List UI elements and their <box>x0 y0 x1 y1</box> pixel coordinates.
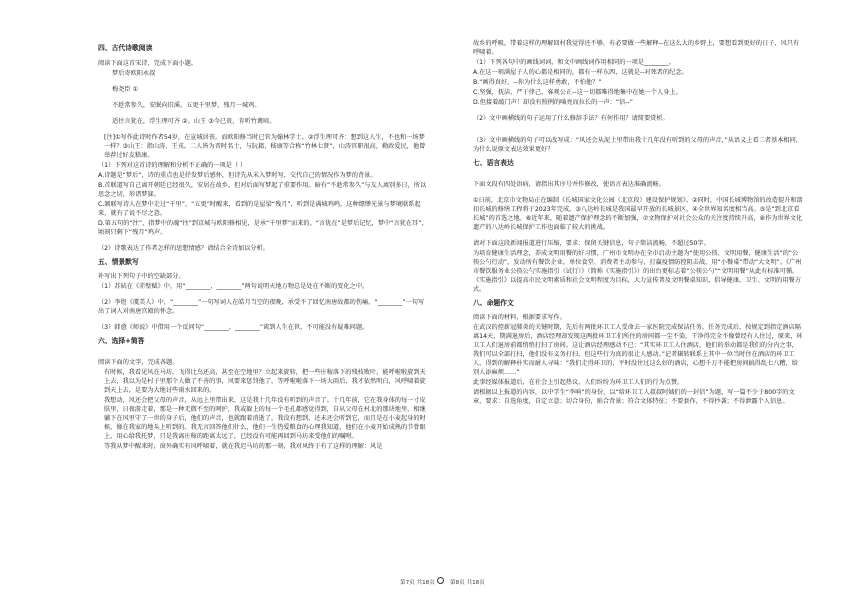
poem-notes: [注]①写作此诗时作者54岁，在宣城居丧。而欧阳修当时已官为翰林学士。②浮生理可齐：想到这人生，不也和一场梦一样？③山王：指山涛、王戎。二人皆为晋时名士，与阮籍、嵇康等合称“竹林七贤”，山涛官职很高，勤政爱民，他曾举荐过好友嵇康。 <box>104 133 426 159</box>
reading-question-3: （3）文中画横线的句子可以改写成：“风还会从泥土里带出我十几年没有听到的父母的声音，”从语义上看二者基本相同，为什么说原文表达效果更好？ <box>473 136 802 153</box>
reading-option-a: A.在这一刻满屋子人的心都是相同的，都有一样东西，这就是--对死者的纪念。 <box>473 68 688 76</box>
question-1: （1）下列对这首诗的理解和分析不正确的一项是（ ） <box>98 161 247 169</box>
poem-author: 梅尧臣 ① <box>112 85 139 93</box>
poem-title: 梦后寄欧阳永叔 <box>112 69 156 77</box>
left-column <box>98 40 428 453</box>
poem-note-mark: ① <box>132 85 139 93</box>
page-number-right: 第8页 共18页 <box>450 580 485 586</box>
essay-instruction: 阅读下面的材料，根据要求写作。 <box>473 314 566 322</box>
section-6-title: 六、选择+简答 <box>98 337 145 346</box>
option-a: A.诗题是“梦后”，诗的重点也是抒发梦后感怀，但诗先从未入梦时写，交代自己的情况作为梦的背景。 <box>98 171 377 179</box>
poem-line-2: 适往言犹在，浮生理可齐 ②。山王 ③今已贵，肯听竹禽啼。 <box>112 117 276 125</box>
poem-line-1: 不趁常参久，安眠向旧溪。五更千里梦，残月一城鸡。 <box>112 101 261 109</box>
section-8-title: 八、命题作文 <box>473 298 514 307</box>
right-page <box>430 0 860 608</box>
reading-question-2: （2）文中画横线的句子运用了什么修辞手法？有何作用？请简要赏析。 <box>473 114 669 122</box>
fill-1: （1）苏轼在《赤壁赋》中，用“________，________”两句说明天地万物总是处在不断的变化之中。 <box>98 283 369 291</box>
right-column <box>473 40 803 408</box>
reading-question-1: （1）下列各句中的画线词词，和文中画线词作用相同的一项是________。 <box>473 58 675 66</box>
reading-option-b: B.“画得真好，--你为什么这样勇敢，不怕他？” <box>473 78 602 86</box>
fill-instruction: 补写出下列句子中的空缺部分。 <box>98 273 185 281</box>
reading-paragraph-4: 故乡的呼吸，带着这样的理解回村我觉得还不够，有必要做一些解释--在这么大的乡野上，要想看到更好的日子，风只有呼啸着。 <box>473 40 800 56</box>
language-passage: ①日前，北京市文物局正在编制《长城国家文化公园（北京段）建设保护规划》。②同时，中国长城博物馆的改造提升和箭扣长城的修缮工程将于2023年完成。③八达岭长城是我国最早开放的长城景区，④全世界知名度相当高。⑤是“到北京看长城”的首选之地。⑥近年来，随着遗产保护理念的不断加强，⑦文物保护对社会公众的关注度持续升高，⑧作为世界文化遗产的八达岭长城保护工作也面临了较大的挑战。 <box>473 196 803 231</box>
option-c: C.颔联写诗人在梦中走过“千里”，“五更”时醒来，看到的是屋梁“残月”，听到是满城鸡鸣，这种缥缈光景与梦境联系起来，就有了说不尽之意。 <box>98 200 421 217</box>
page-number-left: 第7页 共18页 <box>400 580 435 586</box>
reading-paragraph-3: 等我从梦中醒来时，窗外确实有风呼啸着，就在我迟马坊的那一刻，我对风终于有了这样的理解：风是 <box>104 443 383 451</box>
fill-2: （2）李煜《虞美人》中，“________”一句写词人在皓月当空的夜晚，承受不了回忆南唐故都的伤痛。“________”一句写出了词人对南唐宫殿的怀念。 <box>98 299 425 316</box>
language-instruction: 下面文段有四处语病，请指出其序号并作修改，使语言表达准确流畅。 <box>473 180 665 188</box>
option-d: D.第五句的“往”，指梦中的魂“往”到京城与欧阳修相见，是承“千里梦”而来的。“言犹在”是梦后记忆，梦中“言犹在耳”，顷刻只剩下“残月”鸡声。 <box>98 219 428 236</box>
section-4-title: 四、古代诗歌阅读 <box>98 44 153 52</box>
news-passage: 为培育健康生活理念，养成文明用餐的好习惯，广州市文明办在全市启动主题为“使用公筷、文明用餐，健康生活”的“公筷公勺行动”，发动所有餐饮企业，单位食堂、消费者主动参与，打赢疫情防控阻击战，用“小餐桌”带动“大文明”。《广州市餐饮服务业公筷公勺实施指引（试行）》（简称《实施指引》）的出台更标志着“公筷公勺”“文明用餐”从此有标准可循。《实施指引》以提高市民文明素质和社会文明程度为目标，大力宣传普及文明餐桌知识，倡导健康、卫生、文明的用餐方式。 <box>473 249 802 293</box>
reading-option-c: C.坚强，抚洁，严于律己，客观公正--这一切都唯得地集中在她一个人身上。 <box>473 88 682 96</box>
section-5-title: 五、情景默写 <box>98 257 139 266</box>
circle-icon <box>437 577 444 584</box>
news-instruction: 请对下面这段新闻报道进行压缩，要求：保留关键信息，句子简洁流畅，不超过50字。 <box>473 239 710 247</box>
reading-option-d: D.但接着敲门声！却没有照例的嗓亮而拉长的一声：“信--” <box>473 98 633 106</box>
essay-note: 此事经媒体报道后，在社会上引起热议。人们纷纷为环卫工人们的行为点赞。 <box>473 379 684 387</box>
poem-instruction: 阅读下面这首宋诗，完成下面小题。 <box>98 59 197 67</box>
fill-3: （3）韩愈《师说》中借用一个反问句“________，________”谈到人生在世，不可能没有疑难问题。 <box>98 324 369 332</box>
question-2: （2）诗歌表达了作者怎样的思想情感？请结合全诗加以分析。 <box>98 244 269 252</box>
reading-instruction: 阅读下面的文字，完成各题。 <box>98 359 179 367</box>
section-7-title: 七、语言表达 <box>473 158 514 167</box>
option-b: B.首联道写自己离开朝廷已经很久，安居在故乡，但对后面写梦起了重要作用。暗有“不趁常参久”与友人离别多日，所以思念之切，形诸梦寐。 <box>98 181 427 198</box>
reading-paragraph-2: 我想动，风还会把父母的声音，从远上里带出来，这是我十几年没有听到的声音了。十几年前，它在我身体的每一寸皮肤里，日夜游走着，那是一种无微不至的呵护，我或躲上的每一个毛孔都感觉得到，自从父母在村北的那块地里，相继躺下在风里守了一世的身子后，他们的声音，也就跟着消逝了，我没有想到，还未还会听到它，而且是在小麦起身的时候，像在我家的地头上听到的。我无言回答他们什么，他们一生热爱粮食的心理我知道，他们在小麦开始成熟的节骨眼上，用心给我托梦，只是我离庄稼的距离太远了，已经没有可能再回到马坊来受他们的嘱咐。 <box>104 397 426 441</box>
essay-material: 在武汉的控新冠肺炎的关键时期，先后有两批环卫工人受命去一家医院完成保洁任务。任务完成后，按规定到指定酒店隔离14天，期满退房后，酒店经理却发现这两批环卫工们所住的房间都一尘不染，干净得完全不像曾经有人住过，原来，环卫工人们退房前都悄悄打扫了房间。这让酒店经理感动不已：“其实环卫工人住酒店，他们的举动都是我们的分内之事，我们可以全部打扫，他们没有义务打扫，但这些行为真的很让人感动。”记者辗转联系上其中一位当时住在酒店的环卫工人，得到的解释朴实而耐人寻味：“我们走得环卫的，平时没住过这么好的酒店，心想千万不能把房间搞得乱七八糟，给别人添麻烦……” <box>473 324 803 377</box>
essay-requirement: 请根据以上报道的内容，以中学生“李响”的身份，以“给环卫工人叔叔阿姨们的一封信”为题，写一篇不少于800字的文章，要求：自选角度，自定立意；切合身份，贴合背景；符合文体特征；不要套作，不得抄袭；不得泄露个人信息。 <box>473 389 795 406</box>
reading-paragraph-1: 有时候，我看见风在马坊，飞得比鸟还高，甚至在空地里？立起来旋转，把一些庄稼落下的残枝败叶，能呼啦啦旋到天上去，我以为是村子里那个人做了不善的事，风要来惩罚他了，等呼啦啦落下一场大雨后，我才依然明白，风呼啸着旋到天上去，是要为大地讨些雨水回来的。 <box>104 369 426 395</box>
